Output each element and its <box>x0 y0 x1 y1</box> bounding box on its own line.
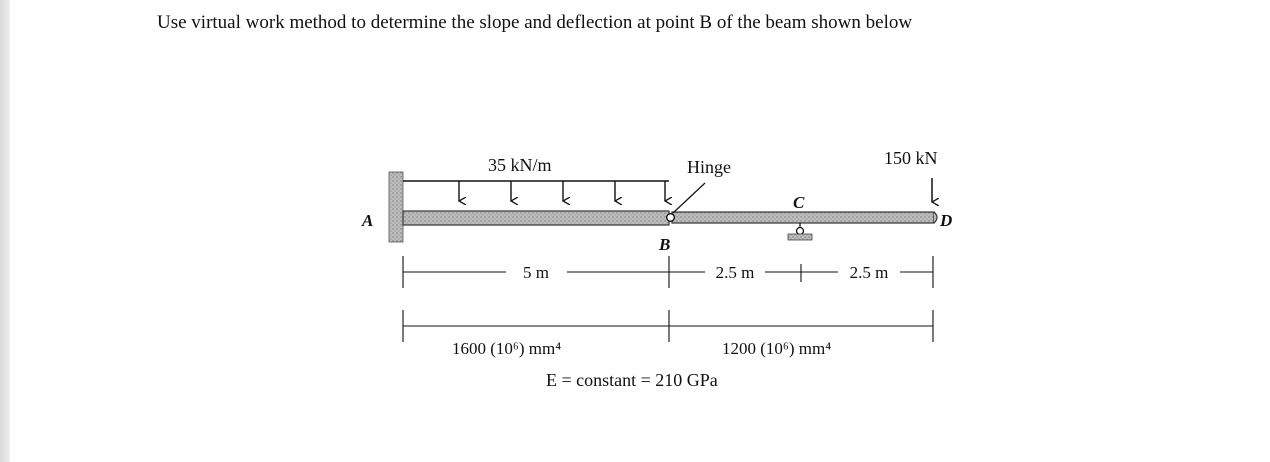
inertia-left-label: 1600 (10⁶) mm⁴ <box>452 339 562 358</box>
fixed-support-wall <box>389 172 403 242</box>
point-c-label: C <box>793 193 805 212</box>
point-b-label: B <box>659 235 671 254</box>
hinge-pointer <box>673 183 705 213</box>
distributed-load-arrows <box>459 181 665 201</box>
beam-segment-bd <box>672 212 934 223</box>
dimension-cd-label: 2.5 m <box>849 263 889 282</box>
dimension-bc-label: 2.5 m <box>715 263 755 282</box>
dimension-line-bottom <box>403 310 933 342</box>
beam-segment-ab <box>403 211 669 225</box>
distributed-load-label: 35 kN/m <box>488 155 552 175</box>
question-text: Use virtual work method to determine the slope and deflection at point B of the beam shown below <box>157 12 913 33</box>
hinge-pin <box>667 214 675 222</box>
inertia-right-label: 1200 (10⁶) mm⁴ <box>722 339 832 358</box>
point-d-label: D <box>940 211 953 230</box>
point-load-label: 150 kN <box>884 148 938 168</box>
hinge-label: Hinge <box>687 157 731 177</box>
beam-end-d <box>934 212 937 223</box>
roller-support-c <box>788 223 812 240</box>
point-a-label: A <box>362 211 374 230</box>
dimension-ab-label: 5 m <box>523 263 549 282</box>
modulus-label: E = constant = 210 GPa <box>546 370 718 390</box>
